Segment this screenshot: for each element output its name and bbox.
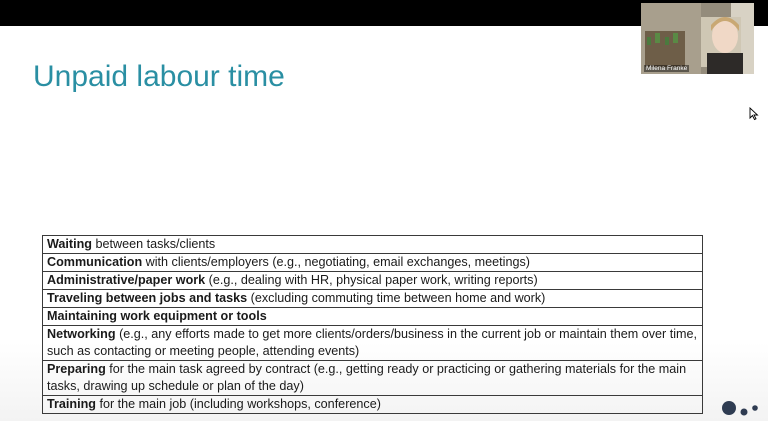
video-frame — [641, 3, 754, 74]
table-row — [43, 308, 703, 326]
slide-title: Unpaid labour time — [33, 60, 285, 93]
table-cell: Networking (e.g., any efforts made to get more clients/orders/business in the current job or maintain them over time, such as contacting or meeting people, attending events) — [43, 326, 703, 361]
labour-table — [42, 235, 703, 414]
table-row — [43, 254, 703, 272]
table-cell: Waiting between tasks/clients — [43, 236, 703, 254]
table-cell: Administrative/paper work (e.g., dealing with HR, physical paper work, writing reports) — [43, 272, 703, 290]
table-row — [43, 290, 703, 308]
table-cell: Traveling between jobs and tasks (excluding commuting time between home and work) — [43, 290, 703, 308]
table-row — [43, 236, 703, 254]
table-row — [43, 326, 703, 361]
mouse-cursor-icon — [749, 107, 759, 121]
table-row — [43, 272, 703, 290]
table-cell: Communication with clients/employers (e.g., negotiating, email exchanges, meetings) — [43, 254, 703, 272]
table-row — [43, 361, 703, 396]
table-cell: Preparing for the main task agreed by contract (e.g., getting ready or practicing or gathering materials for the main tasks, drawing up schedule or plan of the day) — [43, 361, 703, 396]
table-cell: Maintaining work equipment or tools — [43, 308, 703, 326]
table-cell: Training for the main job (including workshops, conference) — [43, 396, 703, 414]
participant-name: Milena Franke — [646, 65, 688, 72]
dots-logo-icon — [720, 398, 762, 418]
table-row — [43, 396, 703, 414]
participant-video[interactable] — [641, 3, 754, 74]
